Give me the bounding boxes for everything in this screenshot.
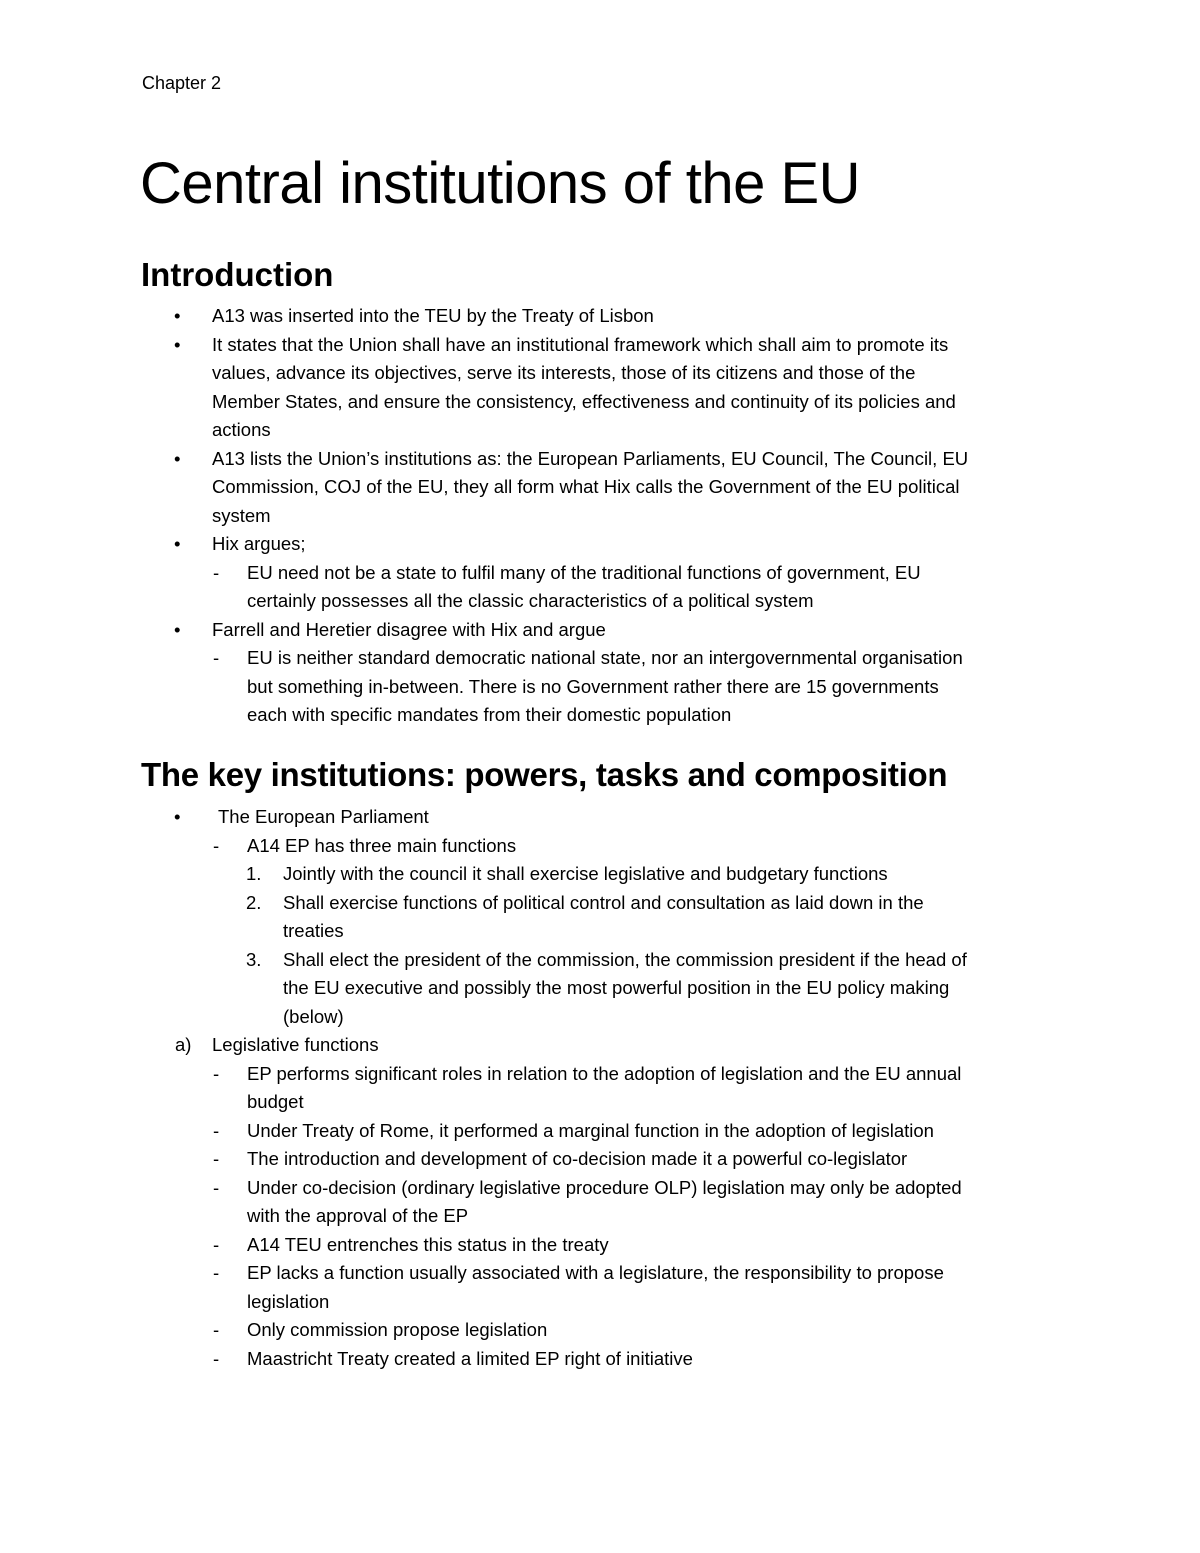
list-item-continuation	[0, 359, 1200, 388]
sub-list-item-text: each with specific mandates from their domestic population	[247, 704, 732, 725]
list-item-text: actions	[212, 419, 271, 440]
sub-list-item	[0, 1259, 1200, 1288]
sub-list-item-continuation	[0, 1088, 1200, 1117]
sub-list-item-text: EP performs significant roles in relation to the adoption of legislation and the EU annual	[247, 1062, 962, 1084]
sub-list-item-text: with the approval of the EP	[247, 1205, 469, 1226]
chapter-label: Chapter 2	[142, 73, 222, 93]
list-item-continuation	[0, 388, 1200, 417]
bullet-marker: •	[174, 333, 181, 355]
bullet-marker: •	[174, 806, 181, 827]
bullet-marker: •	[174, 305, 181, 326]
list-item-text: system	[212, 504, 271, 526]
dash-marker: -	[213, 1233, 220, 1255]
sub-list-item	[0, 1174, 1200, 1203]
sub-list-item	[0, 1231, 1200, 1260]
numbered-item	[0, 946, 1200, 975]
dash-marker: -	[213, 647, 220, 668]
lettered-item-text: Legislative functions	[212, 1034, 379, 1055]
key-institutions-list	[0, 803, 1200, 1373]
list-item-continuation	[0, 416, 1200, 445]
sub-list-item-continuation	[0, 701, 1200, 730]
sub-list-item	[0, 832, 1200, 861]
numbered-item-text: Shall elect the president of the commission, the commission president if the head of	[283, 948, 967, 970]
numbered-item	[0, 860, 1200, 889]
number-marker: 3.	[246, 948, 262, 970]
bullet-marker: •	[174, 447, 181, 469]
sub-list-item-continuation	[0, 1202, 1200, 1231]
list-item-text: Hix argues;	[212, 533, 306, 554]
sub-list-item	[0, 1145, 1200, 1174]
sub-list-item-text: A14 TEU entrenches this status in the treaty	[247, 1233, 609, 1255]
bullet-marker: •	[174, 533, 181, 554]
sub-list-item	[0, 1316, 1200, 1345]
number-marker: 1.	[246, 863, 262, 884]
list-item	[0, 530, 1200, 559]
dash-marker: -	[213, 1062, 220, 1084]
dash-marker: -	[213, 1148, 220, 1169]
sub-list-item	[0, 1345, 1200, 1374]
numbered-item-text: Jointly with the council it shall exercise legislative and budgetary functions	[283, 863, 888, 884]
dash-marker: -	[213, 561, 220, 583]
list-item	[0, 302, 1200, 331]
list-item-text: A13 was inserted into the TEU by the Treaty of Lisbon	[212, 305, 654, 326]
sub-list-item	[0, 559, 1200, 588]
list-item-continuation	[0, 473, 1200, 502]
list-item-text: values, advance its objectives, serve its interests, those of its citizens and those of the	[212, 362, 916, 383]
sub-list-item-continuation	[0, 1288, 1200, 1317]
list-item-text: A13 lists the Union’s institutions as: the European Parliaments, EU Council, The Council, EU	[212, 447, 969, 469]
sub-list-item-text: but something in-between. There is no Government rather there are 15 governments	[247, 675, 939, 697]
numbered-item	[0, 889, 1200, 918]
sub-list-item	[0, 1060, 1200, 1089]
page-title: Central institutions of the EU	[140, 151, 861, 216]
numbered-item-text: treaties	[283, 920, 344, 941]
list-item-continuation	[0, 502, 1200, 531]
dash-marker: -	[213, 1119, 220, 1141]
dash-marker: -	[213, 1176, 220, 1198]
sub-list-item-text: certainly possesses all the classic characteristics of a political system	[247, 590, 814, 611]
list-item-text: It states that the Union shall have an institutional framework which shall aim to promote its	[212, 333, 949, 355]
list-item	[0, 616, 1200, 645]
lettered-item	[0, 1031, 1200, 1060]
sub-list-item-text: budget	[247, 1091, 304, 1112]
dash-marker: -	[213, 1262, 220, 1283]
numbered-item-continuation	[0, 1003, 1200, 1032]
sub-list-item-text: A14 EP has three main functions	[247, 834, 517, 856]
sub-list-item-text: Maastricht Treaty created a limited EP right of initiative	[247, 1347, 693, 1369]
dash-marker: -	[213, 1347, 220, 1369]
sub-list-item-continuation	[0, 587, 1200, 616]
sub-list-item-text: The introduction and development of co-decision made it a powerful co-legislator	[247, 1148, 908, 1169]
numbered-item-text: the EU executive and possibly the most powerful position in the EU policy making	[283, 977, 950, 998]
sub-list-item	[0, 644, 1200, 673]
list-item-text: Member States, and ensure the consistency, effectiveness and continuity of its policies and	[212, 390, 956, 412]
numbered-item-text: (below)	[283, 1005, 344, 1027]
section-heading-key-institutions: The key institutions: powers, tasks and composition	[141, 756, 948, 793]
sub-list-item-continuation	[0, 673, 1200, 702]
list-item-text: The European Parliament	[218, 806, 429, 827]
numbered-item-text: Shall exercise functions of political control and consultation as laid down in the	[283, 891, 924, 913]
number-marker: 2.	[246, 891, 262, 913]
sub-list-item-text: Only commission propose legislation	[247, 1319, 548, 1340]
sub-list-item	[0, 1117, 1200, 1146]
list-item	[0, 331, 1200, 360]
sub-list-item-text: EU is neither standard democratic national state, nor an intergovernmental organisation	[247, 647, 963, 668]
list-item	[0, 445, 1200, 474]
list-item-text: Farrell and Heretier disagree with Hix and argue	[212, 618, 606, 640]
sub-list-item-text: EP lacks a function usually associated with a legislature, the responsibility to propose	[247, 1262, 944, 1283]
section-heading-introduction: Introduction	[141, 256, 334, 293]
list-item-text: Commission, COJ of the EU, they all form what Hix calls the Government of the EU political	[212, 476, 960, 497]
introduction-list	[0, 302, 1200, 730]
numbered-item-continuation	[0, 917, 1200, 946]
numbered-item-continuation	[0, 974, 1200, 1003]
bullet-marker: •	[174, 618, 181, 640]
dash-marker: -	[213, 1319, 220, 1340]
sub-list-item-text: Under co-decision (ordinary legislative procedure OLP) legislation may only be adopted	[247, 1176, 962, 1198]
letter-marker: a)	[175, 1034, 192, 1055]
sub-list-item-text: Under Treaty of Rome, it performed a marginal function in the adoption of legislation	[247, 1119, 934, 1141]
sub-list-item-text: legislation	[247, 1290, 330, 1312]
sub-list-item-text: EU need not be a state to fulfil many of the traditional functions of government, EU	[247, 561, 921, 583]
list-item	[0, 803, 1200, 832]
dash-marker: -	[213, 834, 220, 856]
